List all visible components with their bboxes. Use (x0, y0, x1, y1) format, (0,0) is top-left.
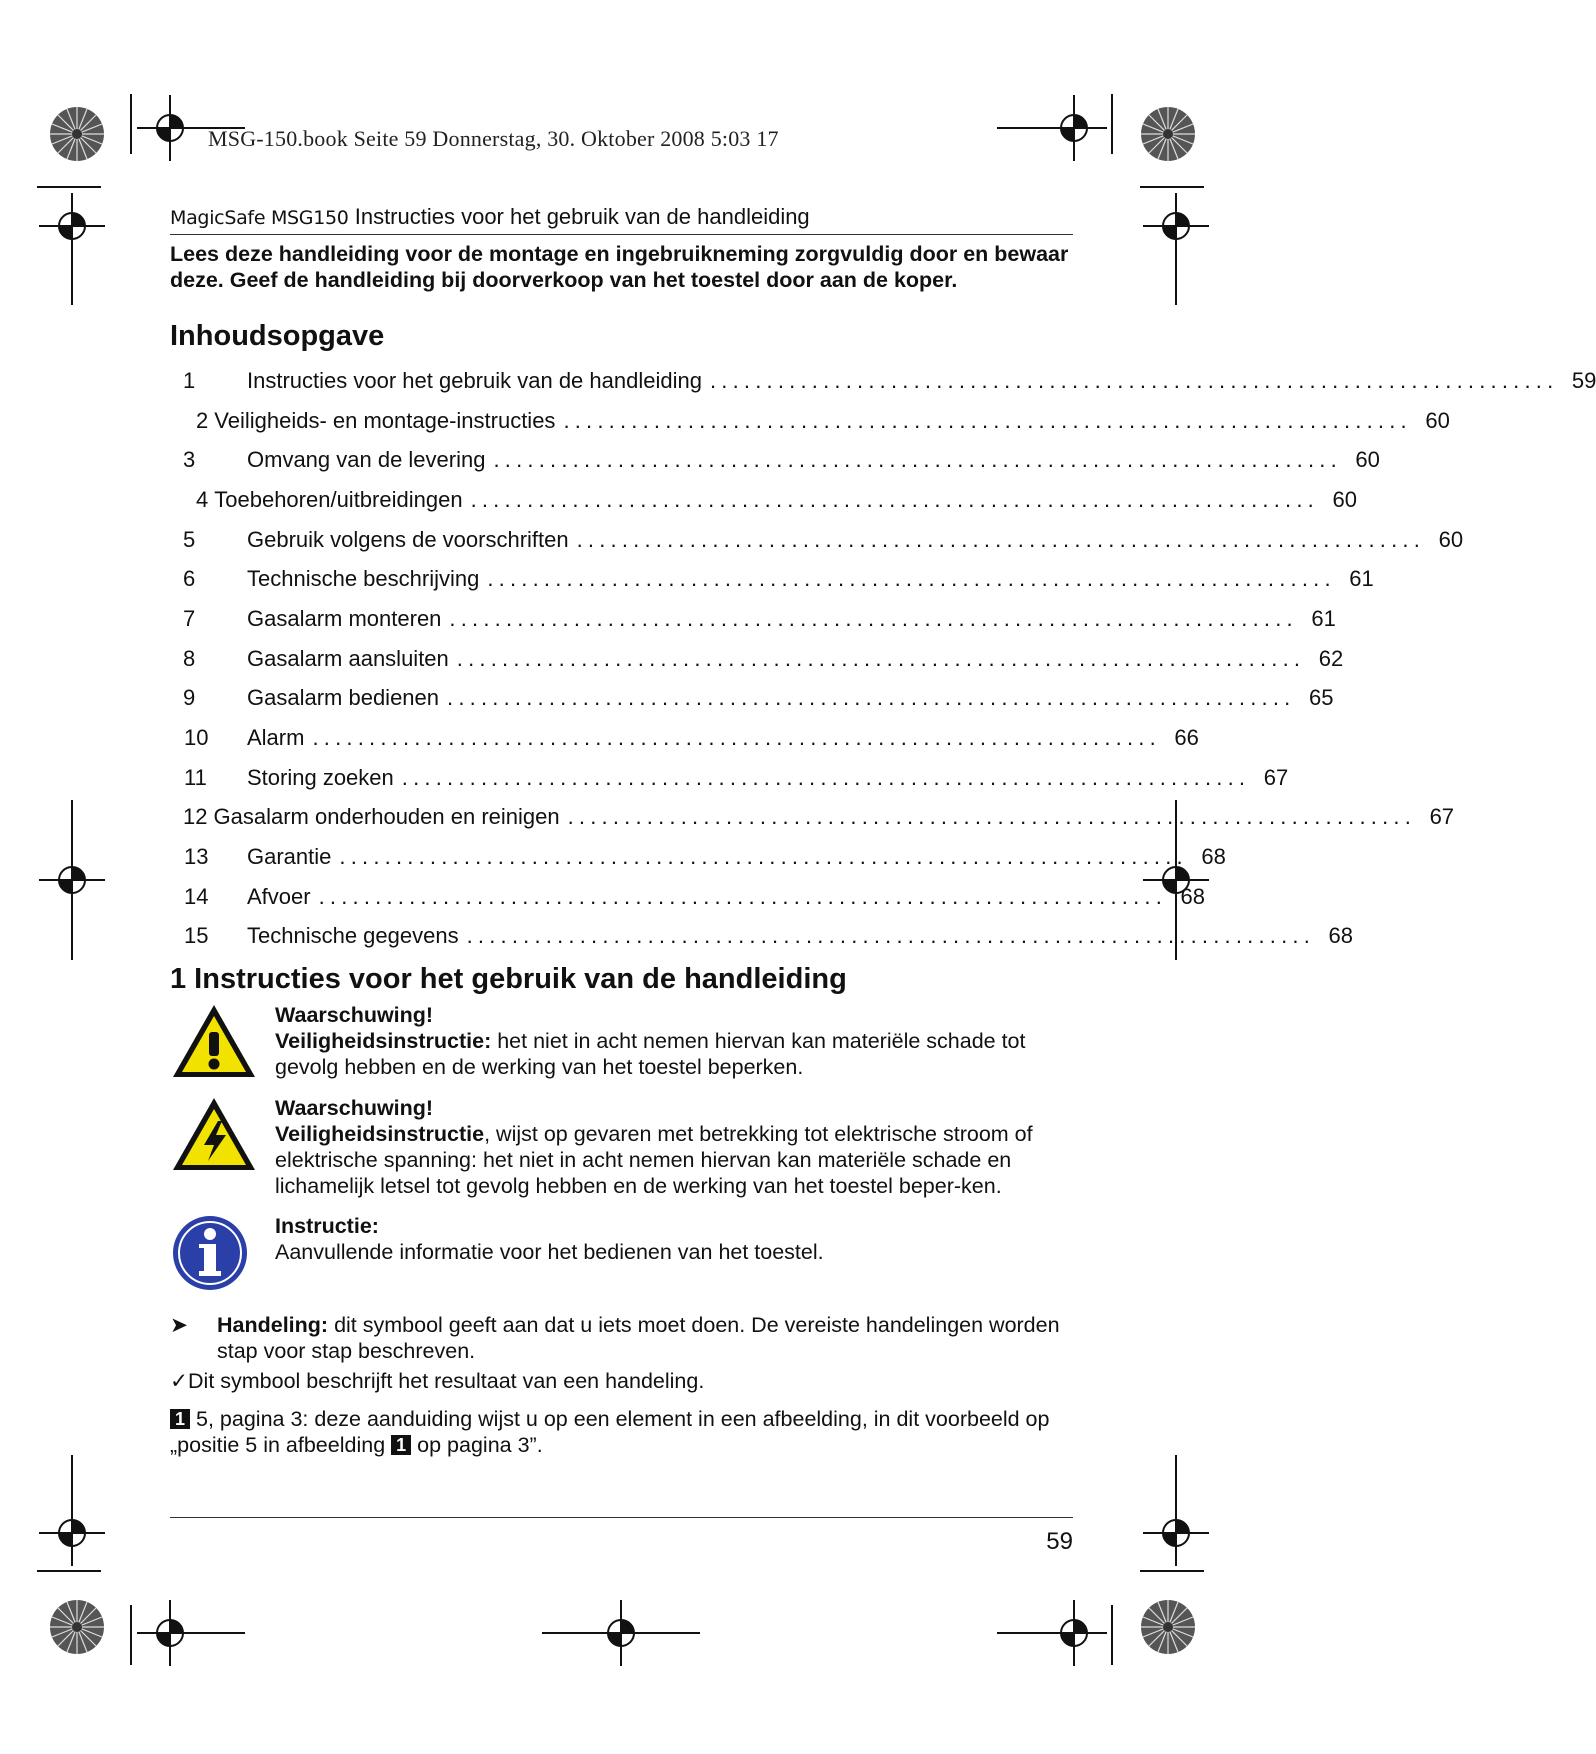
toc-item[interactable]: 5 Gebruik volgens de voorschriften ........................................................................... 60 (183, 526, 1464, 552)
toc-item[interactable]: 11 Storing zoeken ........................................................................... 67 (184, 764, 1289, 790)
toc-item[interactable]: 3 Omvang van de levering ........................................................................... 60 (183, 447, 1380, 473)
handling-text: dit symbool geeft aan dat u iets moet doen. De vereiste handelingen worden stap voor stap beschreven. (217, 1313, 1060, 1364)
high-voltage-icon (170, 1095, 258, 1173)
toc-item[interactable]: 1 Instructies voor het gebruik van de handleiding ........................................................................... 59 (183, 367, 1596, 393)
figure-reference-text: 5, pagina 3: deze aanduiding wijst u op een element in een afbeelding, in dit voorbeeld op „positie 5 in afbeelding (170, 1407, 1050, 1458)
instruction-label: Instructie: (275, 1214, 379, 1239)
figure-number-badge: 1 (391, 1435, 411, 1455)
toc-item[interactable]: 9 Gasalarm bedienen ........................................................................... 65 (183, 685, 1334, 711)
warning-text: het niet in acht nemen hiervan kan materiële schade tot gevolg hebben en de werking van het toestel beperken. (275, 1029, 1026, 1080)
warning-label: Waarschuwing! (275, 1003, 434, 1028)
toc-item[interactable]: 14 Afvoer ........................................................................... 68 (184, 883, 1206, 909)
toc-heading: Inhoudsopgave (170, 320, 385, 352)
handling-label: Handeling: (217, 1313, 329, 1338)
result-line: ✓Dit symbool beschrijft het resultaat van een handeling. (170, 1369, 705, 1394)
toc-item[interactable]: 4 Toebehoren/uitbreidingen ........................................................................... 60 (196, 486, 1357, 512)
figure-reference-text-end: op pagina 3”. (417, 1433, 543, 1458)
toc-item[interactable]: 6 Technische beschrijving ........................................................................... 61 (183, 566, 1374, 592)
section-heading: 1 Instructies voor het gebruik van de handleiding (170, 963, 847, 996)
toc-item[interactable]: 12 Gasalarm onderhouden en reinigen ........................................................................... 67 (183, 804, 1455, 830)
page-content (170, 204, 1596, 1458)
warning-text: , wijst op gevaren met betrekking tot elektrische stroom of elektrische spanning: het niet in acht nemen hiervan kan materiële schade en lichamelijk letsel tot gevolg hebben en de werking van het toestel beper-ken. (275, 1122, 1033, 1199)
info-icon (170, 1213, 250, 1293)
toc-item[interactable]: 10 Alarm ........................................................................... 66 (184, 725, 1199, 751)
toc-item[interactable]: 13 Garantie ........................................................................... 68 (184, 844, 1226, 870)
toc-item[interactable]: 2 Veiligheids- en montage-instructies ........................................................................... 60 (196, 407, 1450, 433)
brand-name: MagicSafe MSG150 (170, 207, 349, 229)
running-head (170, 204, 1073, 235)
registration-disc-icon (1141, 107, 1195, 161)
footer-divider (170, 1517, 1073, 1518)
safety-instruction-label: Veiligheidsinstructie (275, 1122, 485, 1147)
warning-label: Waarschuwing! (275, 1096, 434, 1121)
figure-reference (170, 1406, 1073, 1458)
toc-item[interactable]: 8 Gasalarm aansluiten ........................................................................... 62 (183, 645, 1344, 671)
running-head-title: Instructies voor het gebruik van de handleiding (354, 204, 810, 229)
handling-step (170, 1312, 1073, 1364)
safety-instruction-label: Veiligheidsinstructie: (275, 1029, 492, 1054)
warning-note (170, 1002, 1073, 1085)
registration-disc-icon (1141, 1600, 1195, 1654)
instruction-text: Aanvullende informatie voor het bedienen van het toestel. (275, 1240, 824, 1265)
registration-disc-icon (50, 1600, 104, 1654)
toc-item[interactable]: 15 Technische gegevens ........................................................................... 68 (184, 923, 1354, 949)
table-of-contents (170, 361, 1596, 956)
info-note (170, 1213, 1073, 1298)
registration-disc-icon (50, 107, 104, 161)
print-header: MSG-150.book Seite 59 Donnerstag, 30. Oktober 2008 5:03 17 (208, 126, 779, 151)
intro-text: Lees deze handleiding voor de montage en ingebruikneming zorgvuldig door en bewaar deze. Geef de handleiding bij doorverkoop van het toestel door aan de koper. (170, 242, 1069, 292)
toc-item[interactable]: 7 Gasalarm monteren ........................................................................... 61 (183, 605, 1336, 631)
page-number: 59 (1046, 1528, 1073, 1555)
warning-triangle-icon (170, 1002, 258, 1080)
figure-number-badge: 1 (170, 1409, 190, 1429)
electric-warning-note (170, 1095, 1073, 1199)
arrow-right-icon: ➤ (170, 1313, 189, 1338)
